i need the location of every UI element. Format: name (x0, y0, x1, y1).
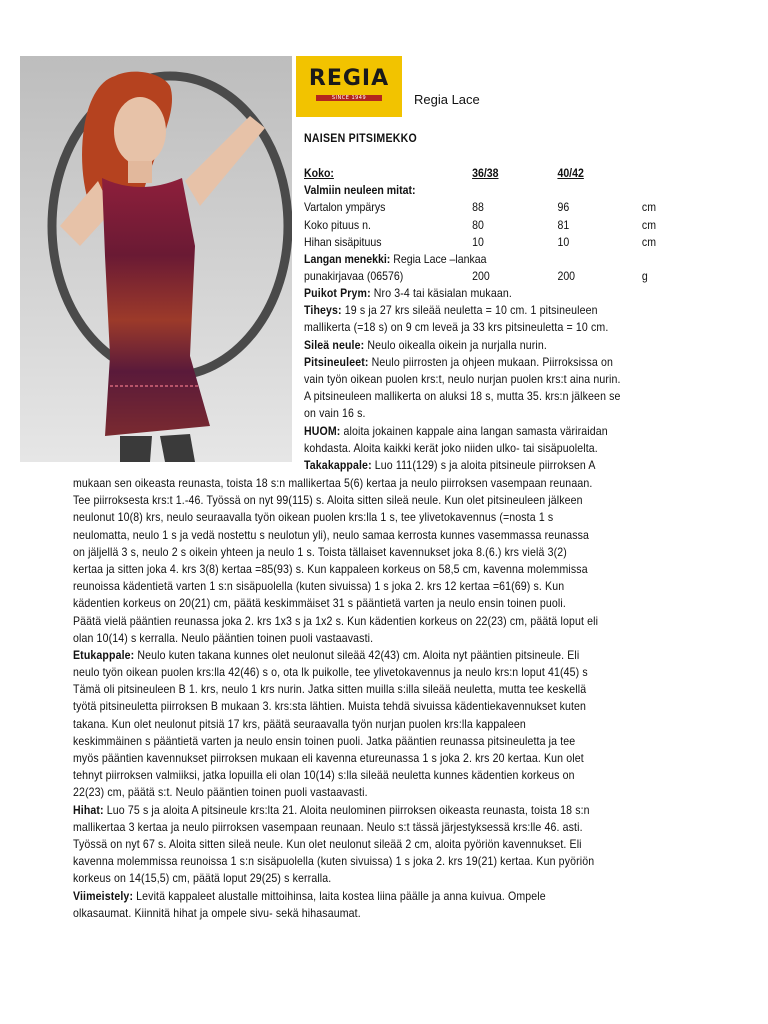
instruction-text: takana. Kun olet neulonut pitsiä 17 krs, päätä seuraavalla työn nurjan puolen krs:lla kappaleen (73, 716, 526, 731)
instruction-text: Nro 3-4 tai käsialan mukaan. (370, 286, 512, 300)
measure-label: Vartalon ympärys (304, 200, 386, 215)
section-label: Etukappale: (73, 647, 135, 662)
measure-row (304, 217, 656, 234)
instruction-text: kädentien korkeus on 20(21) cm, päätä keskimmäiset 31 s pääntietä varten ja neulo ensin toinen puoli. (73, 596, 566, 611)
instruction-line (304, 371, 621, 388)
logo-wordmark: REGIA (308, 66, 390, 91)
yarn-s1: 200 (472, 269, 490, 284)
instruction-line (304, 440, 621, 457)
instruction-line (73, 698, 598, 715)
instruction-text: mukaan sen oikeasta reunasta, toista 18 s:n mallikertaa 5(6) kertaa ja neulo piirroksen vasempaan reunaan. (73, 476, 593, 490)
measure-s1: 88 (472, 200, 484, 215)
yarn-heading (304, 251, 656, 268)
instruction-line (73, 509, 598, 526)
instruction-text: myös pääntien kavennukset piirroksen mukaan eli kavenna etureunassa 1 s joka 2. krs 20 kertaa. Kun olet (73, 751, 584, 765)
instruction-line (73, 681, 598, 698)
instruction-text: kohdasta. Aloita kaikki kerät joko niiden ulko- tai sisäpuolelta. (304, 440, 598, 455)
instruction-text: työtä pitsineuletta piirroksen B mukaan 3. krs:sta lähtien. Muista tehdä sivuissa kädentiekavennukset kuten (73, 699, 587, 714)
instruction-text: tehnyt piirroksen valmiiksi, jatka lopuilla eli olan 10(14) s:lla sileää neuletta kunnes kädentien korkeus on (73, 768, 575, 783)
measure-label: Koko pituus n. (304, 217, 371, 232)
instruction-text: Neulo piirrosten ja ohjeen mukaan. Piirroksissa on (368, 354, 613, 369)
yarn-row (304, 268, 656, 285)
instruction-line (73, 527, 598, 544)
brand-name: Regia Lace (414, 92, 480, 107)
instruction-text: Neulo oikealla oikein ja nurjalla nurin. (364, 337, 547, 352)
instruction-line (304, 285, 621, 302)
instruction-line (73, 578, 598, 595)
instruction-text: olkasaumat. Kiinnitä hihat ja ompele sivu- sekä hihasaumat. (73, 905, 361, 920)
yarn-label: Langan menekki: (304, 251, 391, 266)
instruction-line (73, 750, 598, 767)
regia-logo (296, 56, 402, 117)
instruction-line (73, 544, 598, 561)
instruction-text: Työssä on nyt 67 s. Aloita sitten sileä neule. Kun olet neulonut sileää 2 cm, aloita pyöriön kavennukset. Eli (73, 836, 582, 851)
instruction-line (304, 302, 621, 319)
instruction-line (73, 664, 598, 681)
instruction-text: Tämä oli pitsineuleen B 1. krs, neulo 1 krs nurin. Jatka sitten muilla s:illa sileää neuletta, mutta tee keskellä (73, 682, 587, 697)
pattern-title: NAISEN PITSIMEKKO (304, 131, 418, 145)
instructions-full-width (73, 475, 598, 922)
size-header-s1: 36/38 (472, 166, 499, 180)
instruction-line (73, 853, 598, 870)
instruction-text: reunoissa kädentietä varten 1 s:n sisäpuolella (kuten sivuissa) 1 s joka 2. krs 12 kertaa =61(69) s. Kun (73, 579, 565, 594)
instruction-line (304, 354, 621, 371)
instruction-text: Neulo kuten takana kunnes olet neulonut sileää 42(43) cm. Aloita nyt pääntien pitsineule. Eli (134, 647, 580, 662)
measure-s1: 10 (472, 234, 484, 249)
instruction-line (304, 388, 621, 405)
instruction-text: neulonut 10(8) krs, neulo seuraavalla työn oikean puolen krs:lla 1 s, tee ylivetokavennus (=nosta 1 s (73, 510, 554, 525)
instruction-line (73, 784, 598, 801)
yarn-unit: g (641, 269, 648, 284)
measure-unit: cm (641, 200, 656, 215)
instruction-line (73, 630, 598, 647)
instruction-text: Luo 75 s ja aloita A pitsineule krs:lta 21. Aloita neulominen piirroksen oikeasta reunasta, toista 18 s:n (103, 802, 590, 817)
instruction-line (73, 905, 598, 922)
section-label: Sileä neule: (304, 337, 365, 352)
yarn-text: Regia Lace –lankaa (390, 251, 487, 266)
instruction-text: A pitsineuleen mallikerta on aluksi 18 s, mutta 35. krs:n jälkeen se (304, 389, 621, 404)
instruction-text: kavenna molemmissa reunoissa 1 s:n sisäpuolella (kuten sivuissa) 1 s joka 2. krs 19(21) kertaa. Kun pyöriön (73, 854, 595, 869)
yarn-color: punakirjavaa (06576) (304, 269, 404, 284)
section-label: HUOM: (304, 423, 341, 438)
instruction-text: on jäljellä 3 s, neulo 2 s oikein yhteen ja neulo 1 s. Toista tällaiset kavennukset joka 8.(6.) krs vielä 3(2) (73, 544, 567, 559)
logo-since: SINCE 1949 (331, 95, 367, 101)
measures-heading: Valmiin neuleen mitat: (304, 183, 416, 198)
instruction-text: neulo työn oikean puolen krs:lla 42(46) s o, ota lk puikolle, tee ylivetokavennus ja neulo krs:n loput 41(45) s (73, 665, 588, 680)
measure-s1: 80 (472, 217, 484, 232)
instruction-text: keskimmäinen s pääntietä varten ja neulo ensin toinen puoli. Jatka pääntien reunassa pitsineuletta ja tee (73, 733, 576, 748)
instruction-text: korkeus on 14(15,5) cm, päätä loput 29(25) s kerralla. (73, 871, 332, 886)
measure-s2: 81 (557, 217, 570, 232)
instruction-line (73, 647, 598, 664)
instruction-text: aloita jokainen kappale aina langan samasta väriraidan (340, 423, 608, 438)
size-header-label: Koko: (304, 166, 334, 180)
sizes-table (304, 165, 656, 285)
instruction-line (73, 767, 598, 784)
instruction-line (304, 319, 621, 336)
instruction-text: Levitä kappaleet alustalle mittoihinsa, laita kostea liina päälle ja anna kuivua. Ompele (133, 888, 546, 903)
instruction-text: neulomatta, neulo 1 s ja vedä nostettu s neulotun yli), neulo samaa kerrosta kunnes vasemmassa reunassa (73, 527, 590, 542)
instruction-text: on vain 16 s. (304, 406, 366, 421)
yarn-s2: 200 (557, 269, 576, 284)
measure-s2: 10 (557, 234, 570, 249)
instruction-line (73, 716, 598, 733)
instruction-text: mallikertaa 3 kertaa ja neulo piirroksen vasempaan reunaan. Neulo s:t tässä järjestyksessä krs:lle 46. asti. (73, 819, 583, 834)
instruction-text: Luo 111(129) s ja aloita pitsineule piirroksen A (371, 457, 596, 472)
instruction-line (73, 613, 598, 630)
instruction-line (73, 836, 598, 853)
instruction-line (73, 870, 598, 887)
instruction-line (304, 457, 621, 474)
section-label: Pitsineuleet: (304, 354, 369, 369)
instruction-line (304, 423, 621, 440)
instruction-text: Tee piirroksesta krs:t 1.-46. Työssä on nyt 99(115) s. Aloita sitten sileä neule. Kun olet pitsineuleen jälkeen (73, 493, 583, 508)
section-label: Tiheys: (304, 303, 342, 318)
section-label: Viimeistely: (73, 888, 134, 903)
instruction-text: Päätä vielä pääntien reunassa joka 2. krs 1x3 s ja 1x2 s. Kun kädentien korkeus on 22(23) cm, päätä loput eli (73, 613, 599, 628)
measure-label: Hihan sisäpituus (304, 234, 382, 249)
instruction-line (73, 802, 598, 819)
instruction-text: vain työn oikean puolen krs:t, neulo nurjan puolen krs:t aina nurin. (304, 371, 621, 386)
instruction-line (73, 492, 598, 509)
measure-s2: 96 (557, 200, 570, 215)
instruction-text: 22(23) cm, päätä s:t. Neulo pääntien toinen puoli vastaavasti. (73, 785, 368, 800)
instruction-line (73, 595, 598, 612)
product-photo (20, 56, 292, 462)
instruction-line (73, 819, 598, 836)
model-illustration (20, 56, 292, 462)
section-label: Puikot Prym: (304, 286, 371, 300)
instruction-text: 19 s ja 27 krs sileää neuletta = 10 cm. 1 pitsineuleen (341, 303, 598, 318)
instruction-text: mallikerta (=18 s) on 9 cm leveä ja 33 krs pitsineuletta = 10 cm. (304, 320, 609, 335)
size-header-row (304, 165, 656, 182)
instruction-line (304, 337, 621, 354)
instruction-line (304, 405, 621, 422)
instructions-right-column (304, 285, 621, 474)
size-header-s2: 40/42 (557, 166, 584, 180)
instruction-text: kertaa ja sitten joka 4. krs 3(8) kertaa =85(93) s. Kun kappaleen korkeus on 58,5 cm, kavenna molemmissa (73, 561, 588, 576)
measure-row (304, 199, 656, 216)
measure-row (304, 234, 656, 251)
section-label: Hihat: (73, 802, 104, 817)
measure-unit: cm (641, 217, 656, 232)
instruction-line (73, 561, 598, 578)
section-label: Takakappale: (304, 457, 372, 472)
instruction-line (73, 733, 598, 750)
instruction-line (73, 475, 598, 492)
instruction-line (73, 888, 598, 905)
measure-unit: cm (641, 234, 656, 249)
instruction-text: olan 10(14) s kerralla. Neulo pääntien toinen puoli vastaavasti. (73, 630, 374, 645)
